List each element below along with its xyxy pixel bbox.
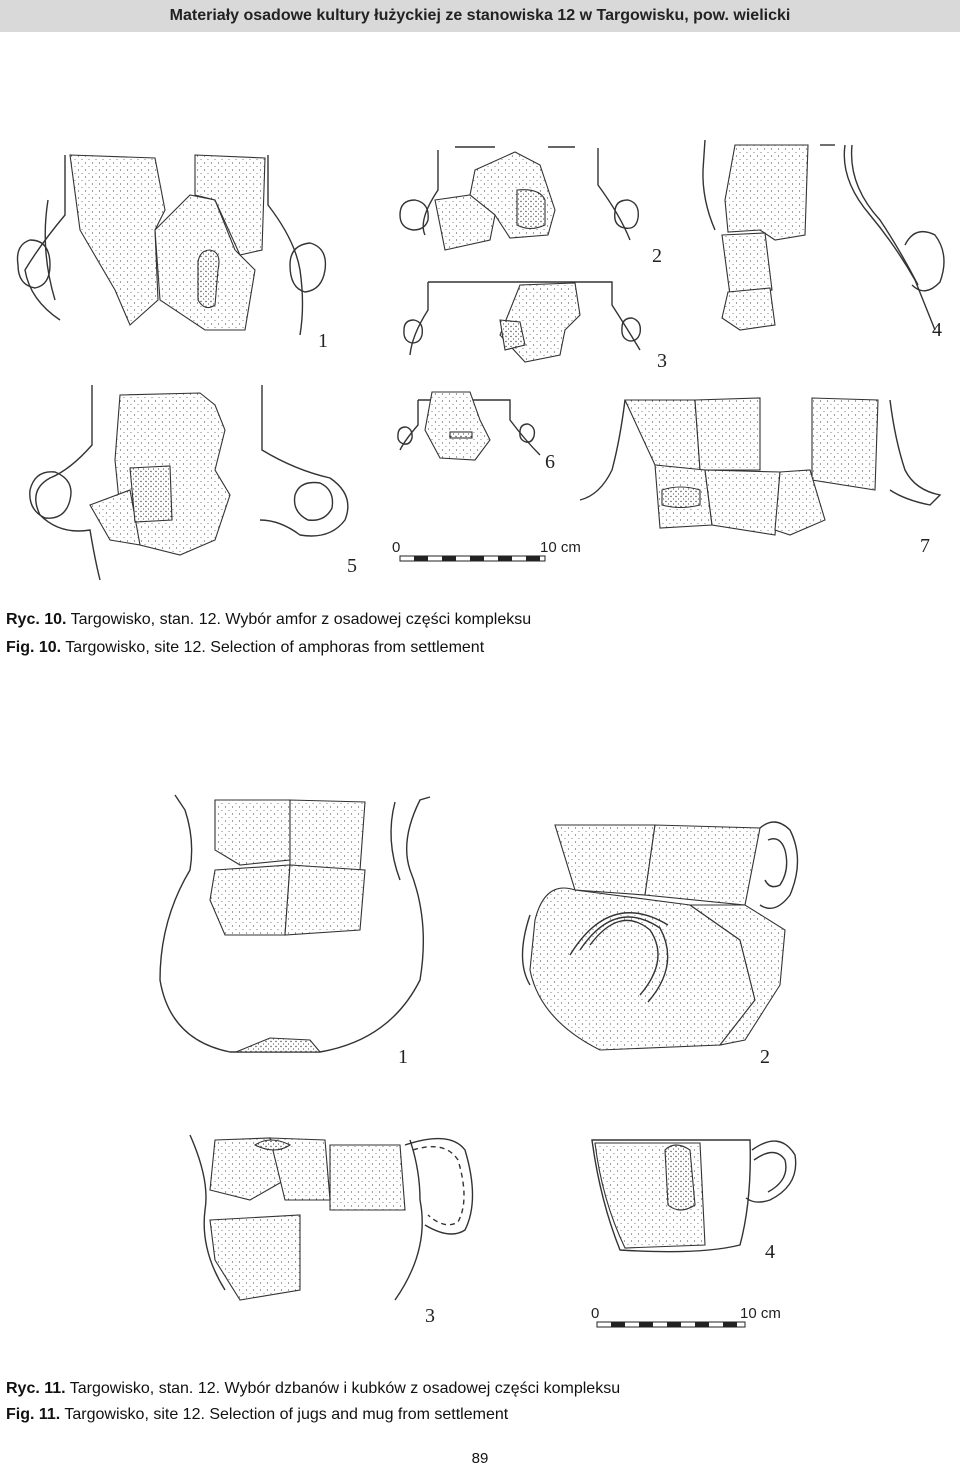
scale-end-label: 10 cm — [740, 1305, 781, 1322]
mug-4-drawing — [592, 1140, 796, 1263]
figure-10-item-number: 3 — [657, 350, 667, 372]
jug-2-drawing — [523, 822, 798, 1068]
figure-10-item-number: 5 — [347, 555, 357, 577]
scale-end-label: 10 cm — [540, 539, 581, 556]
figure-10-drawings — [0, 130, 960, 720]
jug-3-drawing — [190, 1135, 473, 1327]
figure-11-item-number: 1 — [398, 1046, 408, 1068]
figure-10-item-number: 1 — [318, 330, 328, 352]
figure-11-item-number: 3 — [425, 1305, 435, 1327]
figure-11-caption-pl: Ryc. 11. Targowisko, stan. 12. Wybór dzbanów i kubków z osadowej części kompleksu — [6, 1380, 621, 1397]
amphora-4-drawing — [703, 140, 944, 341]
figure-11-item-number: 2 — [760, 1046, 770, 1068]
figure-10-caption-pl: Ryc. 10. Targowisko, stan. 12. Wybór amfor z osadowej części kompleksu — [6, 611, 532, 628]
scale-zero-label: 0 — [392, 539, 401, 556]
amphora-7-drawing — [580, 398, 940, 557]
figure-10-item-number: 6 — [545, 451, 555, 473]
figure-11-item-number: 4 — [765, 1241, 775, 1263]
amphora-2-drawing — [400, 147, 662, 267]
figure-11-drawings — [0, 780, 960, 1360]
figure-11-caption-en: Fig. 11. Targowisko, site 12. Selection of jugs and mug from settlement — [6, 1406, 509, 1423]
running-header: Materiały osadowe kultury łużyckiej ze stanowiska 12 w Targowisku, pow. wielicki — [0, 0, 960, 32]
page-number: 89 — [471, 1450, 489, 1467]
scale-zero-label: 0 — [591, 1305, 600, 1322]
figure-10-item-number: 7 — [920, 535, 930, 557]
amphora-1-drawing — [18, 155, 329, 352]
figure-11-scale-bar — [591, 1305, 781, 1327]
amphora-3-drawing — [404, 282, 667, 372]
figure-10-scale-bar — [392, 539, 581, 561]
figure-10-caption-en: Fig. 10. Targowisko, site 12. Selection of amphoras from settlement — [6, 639, 485, 656]
figure-10-item-number: 4 — [932, 319, 942, 341]
jug-1-drawing — [160, 795, 430, 1068]
amphora-6-drawing — [398, 392, 555, 473]
amphora-5-drawing — [30, 385, 357, 580]
figure-10-item-number: 2 — [652, 245, 662, 267]
